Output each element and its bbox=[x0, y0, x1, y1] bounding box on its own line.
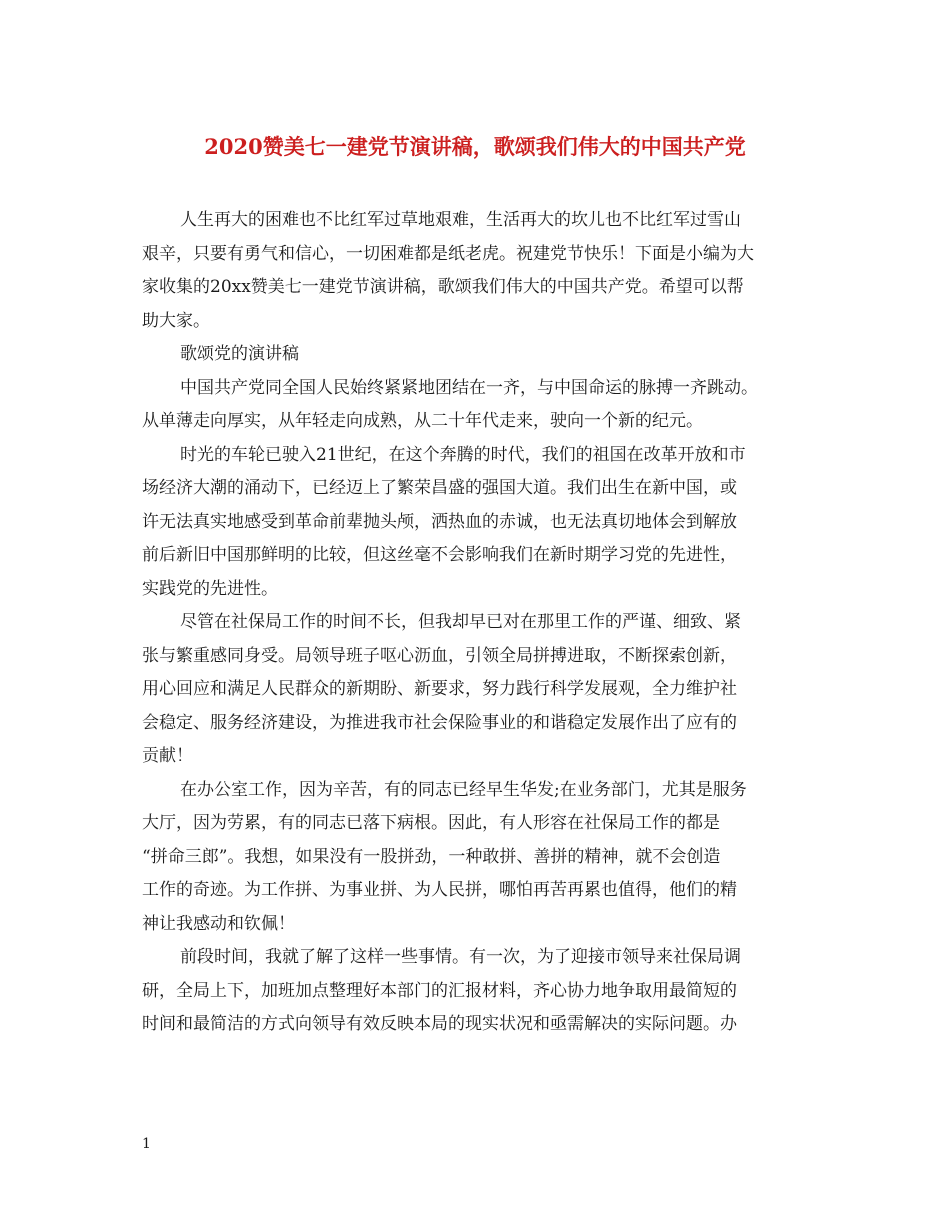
body-line: 工作的奇迹。为工作拼、为事业拼、为人民拼，哪怕再苦再累也值得，他们的精 bbox=[142, 880, 737, 900]
body-line: 在办公室工作，因为辛苦，有的同志已经早生华发;在业务部门，尤其是服务 bbox=[180, 779, 747, 800]
body-line: 从单薄走向厚实，从年轻走向成熟，从二十年代走来，驶向一个新的纪元。 bbox=[142, 411, 703, 431]
body-line: 贡献！ bbox=[142, 746, 193, 766]
body-line: 时间和最简洁的方式向领导有效反映本局的现实状况和亟需解决的实际问题。办 bbox=[142, 1014, 737, 1034]
body-line: 大厅，因为劳累，有的同志已落下病根。因此，有人形容在社保局工作的都是 bbox=[142, 813, 720, 833]
body-line: 助大家。 bbox=[142, 310, 210, 331]
body-line: 歌颂党的演讲稿 bbox=[180, 344, 299, 364]
document-body bbox=[142, 204, 814, 1042]
document-title: 2020赞美七一建党节演讲稿，歌颂我们伟大的中国共产党 bbox=[204, 134, 746, 159]
body-line: 神让我感动和钦佩！ bbox=[142, 913, 295, 934]
body-line: 艰辛，只要有勇气和信心，一切困难都是纸老虎。祝建党节快乐！下面是小编为大 bbox=[142, 243, 754, 264]
body-line: 时光的车轮已驶入21世纪，在这个奔腾的时代，我们的祖国在改革开放和市 bbox=[180, 444, 746, 465]
body-line: 研，全局上下，加班加点整理好本部门的汇报材料，齐心协力地争取用最简短的 bbox=[142, 980, 737, 1001]
body-line: 人生再大的困难也不比红军过草地艰难，生活再大的坎儿也不比红军过雪山 bbox=[180, 210, 741, 230]
body-line: 前后新旧中国那鲜明的比较，但这丝毫不会影响我们在新时期学习党的先进性， bbox=[142, 545, 737, 565]
body-line: 家收集的20xx赞美七一建党节演讲稿，歌颂我们伟大的中国共产党。希望可以帮 bbox=[142, 277, 744, 297]
page-number: 1 bbox=[142, 1136, 151, 1152]
body-line: 尽管在社保局工作的时间不长，但我却早已对在那里工作的严谨、细致、紧 bbox=[180, 612, 741, 632]
body-line: 会稳定、服务经济建设，为推进我市社会保险事业的和谐稳定发展作出了应有的 bbox=[142, 712, 737, 733]
body-line: 用心回应和满足人民群众的新期盼、新要求，努力践行科学发展观，全力维护社 bbox=[142, 679, 737, 699]
body-line: 许无法真实地感受到革命前辈抛头颅，洒热血的赤诚，也无法真切地体会到解放 bbox=[142, 511, 737, 532]
body-line: 场经济大潮的涌动下，已经迈上了繁荣昌盛的强国大道。我们出生在新中国，或 bbox=[142, 478, 737, 498]
body-line: 前段时间，我就了解了这样一些事情。有一次，为了迎接市领导来社保局调 bbox=[180, 947, 741, 967]
body-line: 张与繁重感同身受。局领导班子呕心沥血，引领全局拼搏进取，不断探索创新， bbox=[142, 645, 737, 666]
body-line: 中国共产党同全国人民始终紧紧地团结在一齐，与中国命运的脉搏一齐跳动。 bbox=[180, 377, 758, 398]
body-line: 实践党的先进性。 bbox=[142, 578, 278, 599]
body-line: “拼命三郎”。我想，如果没有一股拼劲，一种敢拼、善拼的精神，就不会创造 bbox=[142, 846, 721, 867]
